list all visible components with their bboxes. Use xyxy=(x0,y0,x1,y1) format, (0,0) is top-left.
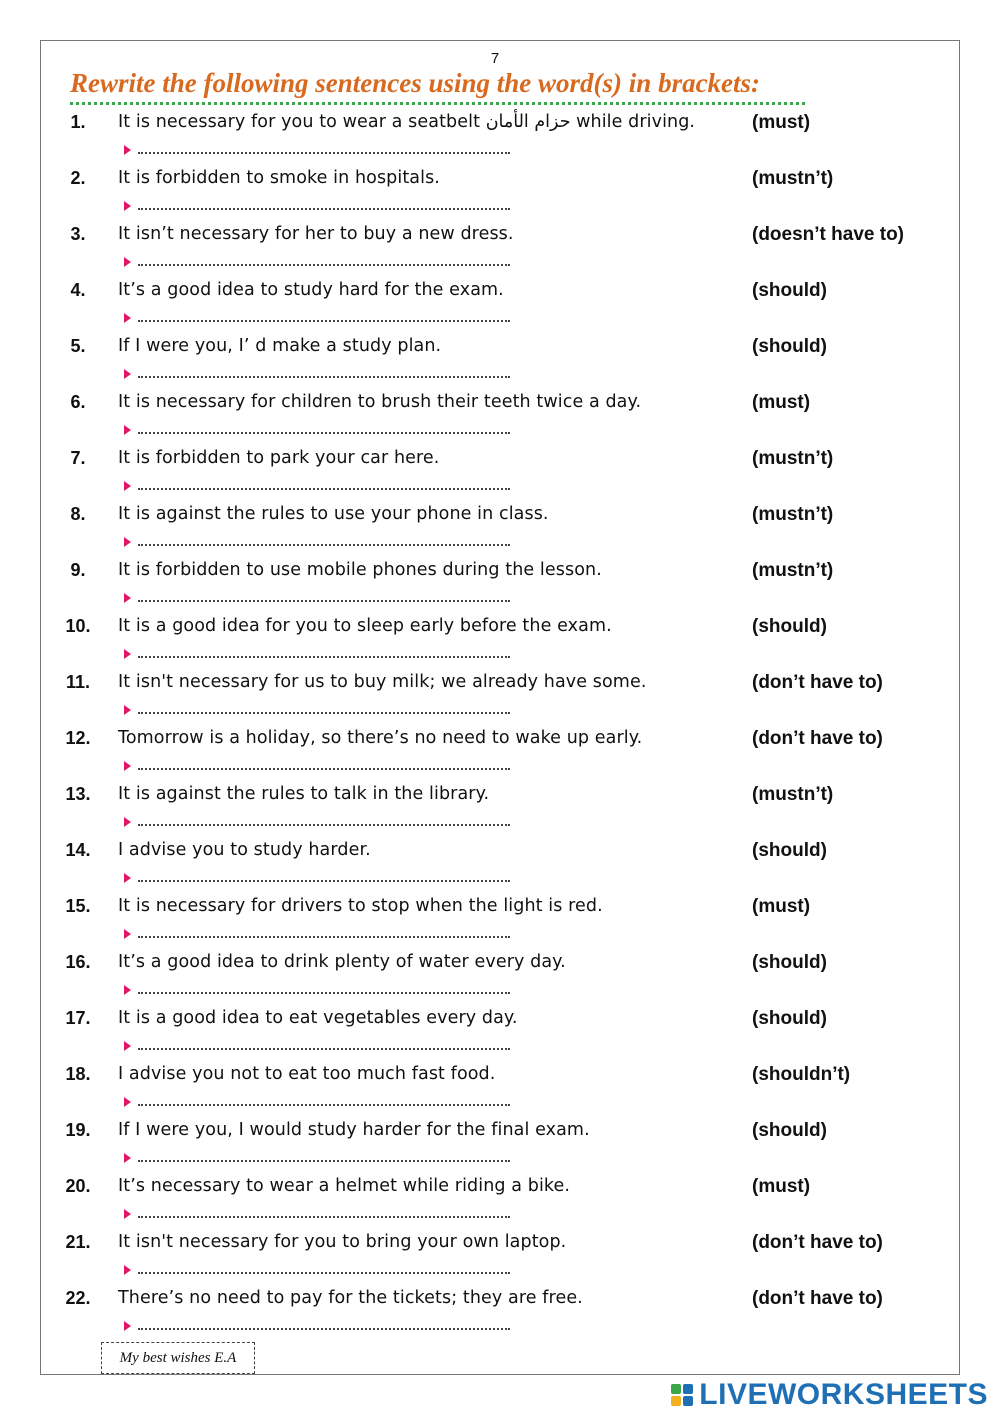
item-hint: (should) xyxy=(752,1120,827,1141)
dotted-answer-line xyxy=(138,258,510,266)
arrow-icon xyxy=(124,761,131,771)
item-number: 5. xyxy=(70,336,86,356)
exercise-item xyxy=(0,890,1000,946)
item-number: 11. xyxy=(65,672,91,692)
exercise-list xyxy=(0,106,1000,1338)
dotted-answer-line xyxy=(138,482,510,490)
exercise-item xyxy=(0,610,1000,666)
item-hint: (mustn’t) xyxy=(752,504,834,525)
exercise-item xyxy=(0,106,1000,162)
item-sentence: I advise you not to eat too much fast food. xyxy=(118,1064,496,1084)
dotted-answer-line xyxy=(138,1098,510,1106)
answer-field[interactable] xyxy=(124,532,524,552)
answer-field[interactable] xyxy=(124,420,524,440)
dotted-answer-line xyxy=(138,650,510,658)
brand-logo xyxy=(671,1378,988,1412)
dotted-answer-line xyxy=(138,1210,510,1218)
arrow-icon xyxy=(124,705,131,715)
answer-field[interactable] xyxy=(124,476,524,496)
arrow-icon xyxy=(124,313,131,323)
item-sentence: It is forbidden to smoke in hospitals. xyxy=(118,168,440,188)
exercise-item xyxy=(0,274,1000,330)
dotted-answer-line xyxy=(138,818,510,826)
item-sentence: Tomorrow is a holiday, so there’s no need to wake up early. xyxy=(118,728,643,748)
item-hint: (don’t have to) xyxy=(752,1232,883,1253)
exercise-item xyxy=(0,554,1000,610)
exercise-item xyxy=(0,834,1000,890)
arrow-icon xyxy=(124,873,131,883)
item-hint: (mustn’t) xyxy=(752,448,834,469)
arrow-icon xyxy=(124,257,131,267)
item-hint: (must) xyxy=(752,392,811,413)
item-number: 6. xyxy=(70,392,86,412)
item-number: 16. xyxy=(65,952,91,972)
exercise-item xyxy=(0,1058,1000,1114)
item-number: 20. xyxy=(65,1176,91,1196)
exercise-item xyxy=(0,162,1000,218)
page-number: 7 xyxy=(490,50,500,67)
arrow-icon xyxy=(124,201,131,211)
dotted-answer-line xyxy=(138,538,510,546)
brand-name: LIVEWORKSHEETS xyxy=(699,1378,988,1411)
item-number: 19. xyxy=(65,1120,91,1140)
item-hint: (should) xyxy=(752,280,827,301)
arrow-icon xyxy=(124,537,131,547)
item-number: 8. xyxy=(70,504,86,524)
item-hint: (should) xyxy=(752,616,827,637)
answer-field[interactable] xyxy=(124,252,524,272)
item-number: 15. xyxy=(65,896,91,916)
answer-field[interactable] xyxy=(124,1316,524,1336)
exercise-item xyxy=(0,218,1000,274)
exercise-item xyxy=(0,946,1000,1002)
exercise-item xyxy=(0,722,1000,778)
item-number: 14. xyxy=(65,840,91,860)
item-sentence: It is necessary for children to brush their teeth twice a day. xyxy=(118,392,642,412)
answer-field[interactable] xyxy=(124,756,524,776)
item-sentence: It is forbidden to use mobile phones during the lesson. xyxy=(118,560,602,580)
answer-field[interactable] xyxy=(124,1148,524,1168)
dotted-answer-line xyxy=(138,1322,510,1330)
item-sentence: It is necessary for you to wear a seatbelt حزام الأمان while driving. xyxy=(118,112,696,132)
answer-field[interactable] xyxy=(124,1204,524,1224)
answer-field[interactable] xyxy=(124,140,524,160)
item-sentence: It’s a good idea to drink plenty of water every day. xyxy=(118,952,566,972)
arrow-icon xyxy=(124,145,131,155)
arrow-icon xyxy=(124,1265,131,1275)
item-hint: (should) xyxy=(752,1008,827,1029)
dotted-answer-line xyxy=(138,986,510,994)
arrow-icon xyxy=(124,369,131,379)
arrow-icon xyxy=(124,929,131,939)
item-number: 17. xyxy=(65,1008,91,1028)
answer-field[interactable] xyxy=(124,364,524,384)
item-number: 22. xyxy=(65,1288,91,1308)
arrow-icon xyxy=(124,1209,131,1219)
item-sentence: It’s necessary to wear a helmet while riding a bike. xyxy=(118,1176,571,1196)
item-number: 2. xyxy=(70,168,86,188)
answer-field[interactable] xyxy=(124,868,524,888)
liveworksheets-icon xyxy=(671,1384,693,1406)
exercise-item xyxy=(0,1170,1000,1226)
item-sentence: It is necessary for drivers to stop when the light is red. xyxy=(118,896,603,916)
answer-field[interactable] xyxy=(124,644,524,664)
item-hint: (mustn’t) xyxy=(752,168,834,189)
item-hint: (shouldn’t) xyxy=(752,1064,851,1085)
exercise-item xyxy=(0,1226,1000,1282)
arrow-icon xyxy=(124,817,131,827)
item-sentence: It is forbidden to park your car here. xyxy=(118,448,440,468)
dotted-answer-line xyxy=(138,706,510,714)
title-underline xyxy=(70,102,805,105)
item-hint: (don’t have to) xyxy=(752,672,883,693)
answer-field[interactable] xyxy=(124,1092,524,1112)
answer-field[interactable] xyxy=(124,308,524,328)
dotted-answer-line xyxy=(138,314,510,322)
item-sentence: It is against the rules to talk in the library. xyxy=(118,784,490,804)
item-sentence: It is against the rules to use your phone in class. xyxy=(118,504,549,524)
item-sentence: If I were you, I would study harder for the final exam. xyxy=(118,1120,590,1140)
item-sentence: I advise you to study harder. xyxy=(118,840,371,860)
arrow-icon xyxy=(124,593,131,603)
exercise-item xyxy=(0,498,1000,554)
worksheet-title: Rewrite the following sentences using the word(s) in brackets: xyxy=(70,68,761,98)
arrow-icon xyxy=(124,1153,131,1163)
item-sentence: If I were you, I’ d make a study plan. xyxy=(118,336,442,356)
item-hint: (should) xyxy=(752,952,827,973)
answer-field[interactable] xyxy=(124,980,524,1000)
item-hint: (mustn’t) xyxy=(752,560,834,581)
dotted-answer-line xyxy=(138,426,510,434)
arrow-icon xyxy=(124,1321,131,1331)
dotted-answer-line xyxy=(138,874,510,882)
item-number: 3. xyxy=(70,224,86,244)
exercise-item xyxy=(0,778,1000,834)
dotted-answer-line xyxy=(138,594,510,602)
arrow-icon xyxy=(124,1041,131,1051)
dotted-answer-line xyxy=(138,1042,510,1050)
item-hint: (must) xyxy=(752,112,811,133)
dotted-answer-line xyxy=(138,1266,510,1274)
dotted-answer-line xyxy=(138,1154,510,1162)
exercise-item xyxy=(0,666,1000,722)
item-number: 4. xyxy=(70,280,86,300)
item-number: 21. xyxy=(65,1232,91,1252)
arrow-icon xyxy=(124,481,131,491)
item-hint: (don’t have to) xyxy=(752,728,883,749)
item-hint: (should) xyxy=(752,840,827,861)
exercise-item xyxy=(0,330,1000,386)
answer-field[interactable] xyxy=(124,588,524,608)
item-number: 12. xyxy=(65,728,91,748)
arrow-icon xyxy=(124,649,131,659)
item-number: 10. xyxy=(65,616,91,636)
item-sentence: It isn't necessary for you to bring your own laptop. xyxy=(118,1232,567,1252)
item-hint: (mustn’t) xyxy=(752,784,834,805)
exercise-item xyxy=(0,1282,1000,1338)
item-sentence: It is a good idea to eat vegetables every day. xyxy=(118,1008,518,1028)
item-sentence: It’s a good idea to study hard for the exam. xyxy=(118,280,504,300)
exercise-item xyxy=(0,1114,1000,1170)
dotted-answer-line xyxy=(138,930,510,938)
dotted-answer-line xyxy=(138,762,510,770)
arrow-icon xyxy=(124,985,131,995)
arrow-icon xyxy=(124,425,131,435)
item-number: 18. xyxy=(65,1064,91,1084)
item-number: 7. xyxy=(70,448,86,468)
dotted-answer-line xyxy=(138,202,510,210)
arrow-icon xyxy=(124,1097,131,1107)
item-hint: (must) xyxy=(752,896,811,917)
item-hint: (must) xyxy=(752,1176,811,1197)
exercise-item xyxy=(0,442,1000,498)
answer-field[interactable] xyxy=(124,1036,524,1056)
item-hint: (doesn’t have to) xyxy=(752,224,905,245)
dotted-answer-line xyxy=(138,370,510,378)
item-sentence: There’s no need to pay for the tickets; they are free. xyxy=(118,1288,583,1308)
item-sentence: It isn’t necessary for her to buy a new dress. xyxy=(118,224,514,244)
answer-field[interactable] xyxy=(124,196,524,216)
footer-note: My best wishes E.A xyxy=(101,1342,255,1374)
item-number: 13. xyxy=(65,784,91,804)
item-sentence: It isn't necessary for us to buy milk; we already have some. xyxy=(118,672,647,692)
item-hint: (don’t have to) xyxy=(752,1288,883,1309)
answer-field[interactable] xyxy=(124,924,524,944)
dotted-answer-line xyxy=(138,146,510,154)
answer-field[interactable] xyxy=(124,1260,524,1280)
item-number: 9. xyxy=(70,560,86,580)
answer-field[interactable] xyxy=(124,700,524,720)
answer-field[interactable] xyxy=(124,812,524,832)
item-hint: (should) xyxy=(752,336,827,357)
exercise-item xyxy=(0,1002,1000,1058)
exercise-item xyxy=(0,386,1000,442)
item-sentence: It is a good idea for you to sleep early before the exam. xyxy=(118,616,612,636)
item-number: 1. xyxy=(70,112,86,132)
